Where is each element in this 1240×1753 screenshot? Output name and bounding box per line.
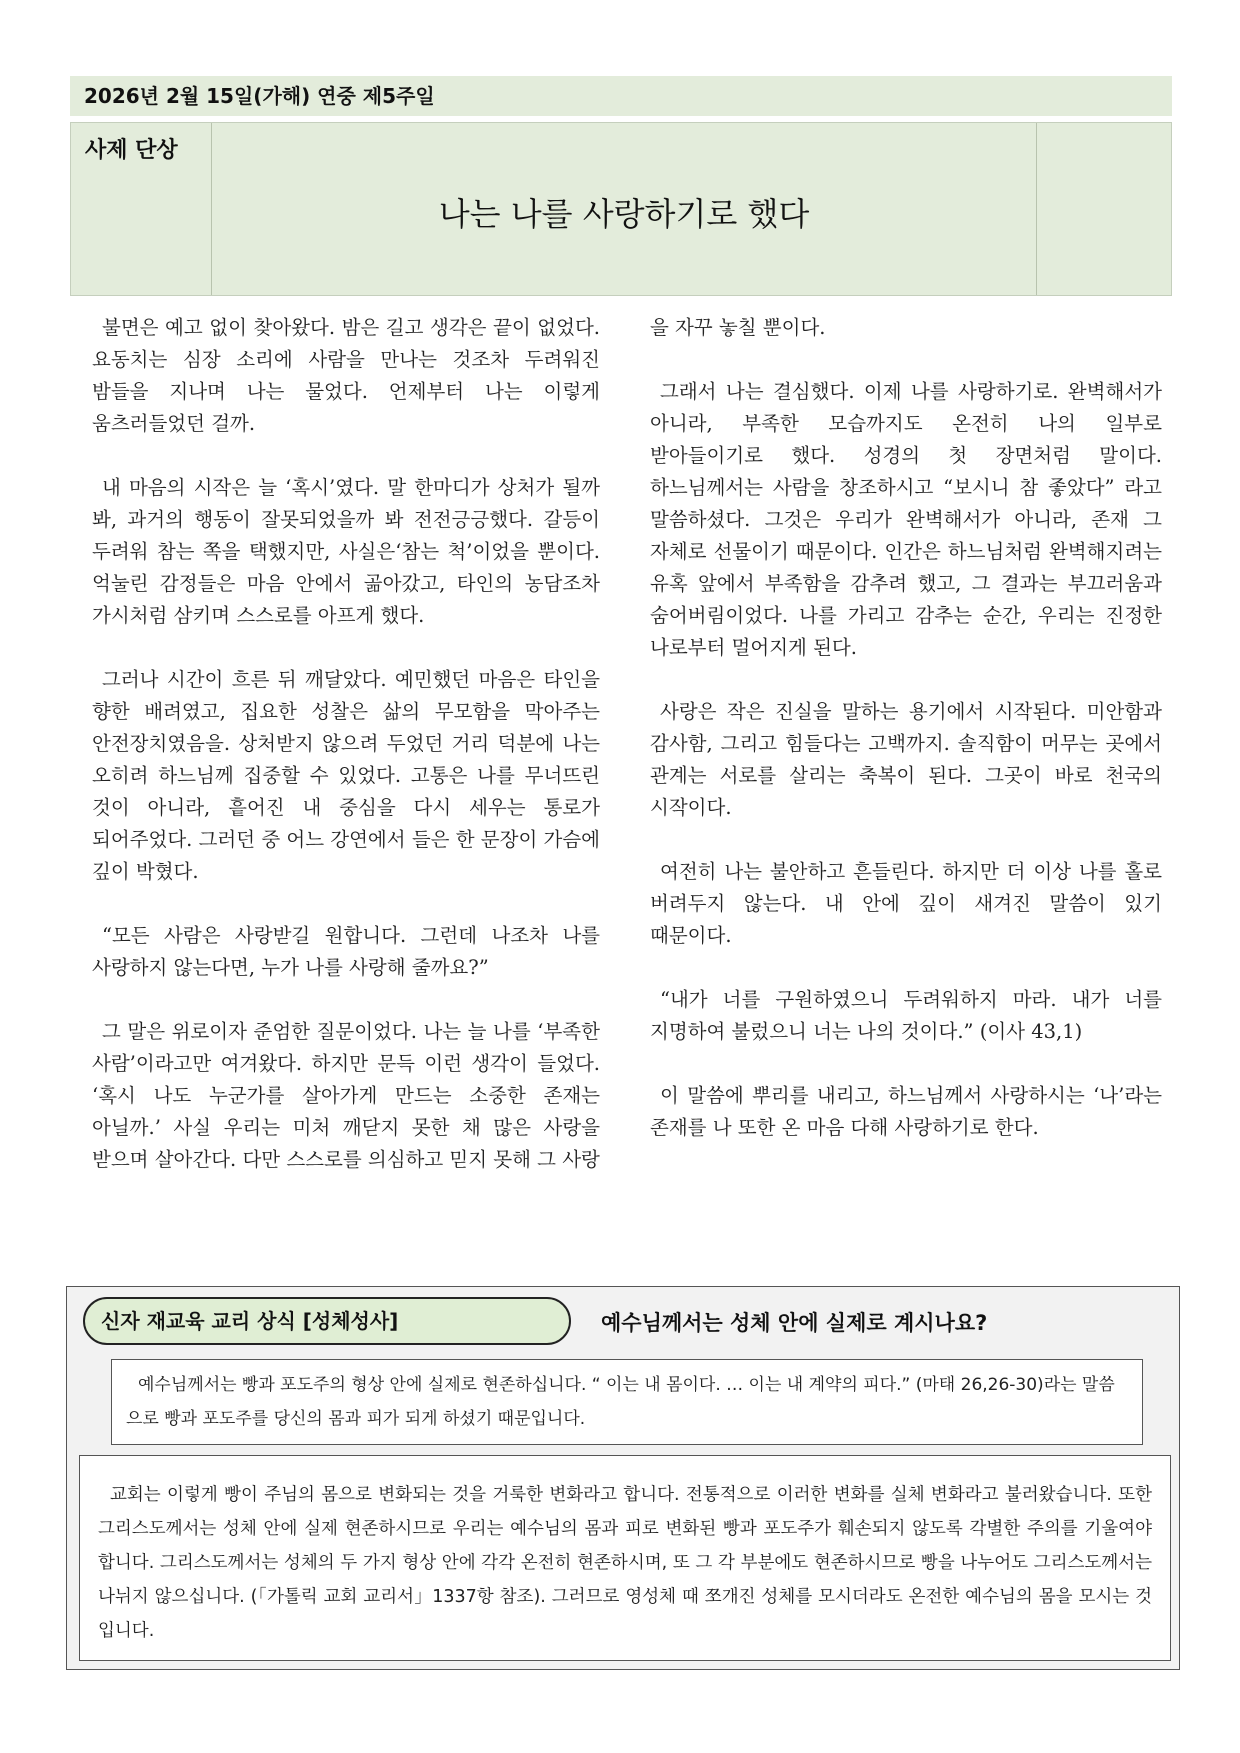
article-quote: “모든 사람은 사랑받길 원합니다. 그런데 나조차 나를 사랑하지 않는다면, 누가 나를 사랑해 줄까요?” <box>92 924 600 979</box>
answer-long-text: 교회는 이렇게 빵이 주님의 몸으로 변화되는 것을 거룩한 변화라고 합니다. 전통적으로 이러한 변화를 실체 변화라고 불러왔습니다. 또한 그리스도께서는 성체 안에 실제 현존하시므로 우리는 예수님의 몸과 피로 변화된 빵과 포도주가 훼손되지 않도록 각별한 주의를 기울여야 합니다. 그리스도께서는 성체의 두 가지 형상 안에 각각 온전히 현존하시며, 또 그 각 부분에도 현존하시므로 빵을 나누어도 그리스도께서는 나뉘지 않으십니다. (「가톨릭 교회 교리서」1337항 참조). 그러므로 영성체 때 쪼개진 성체를 모시더라도 온전한 예수님의 몸을 모시는 것입니다. <box>98 1485 1152 1641</box>
catechism-answer-long <box>79 1455 1171 1661</box>
article-paragraph: 이 말씀에 뿌리를 내리고, 하느님께서 사랑하시는 ‘나’라는 존재를 나 또한 온 마음 다해 사랑하기로 한다. <box>650 1084 1162 1139</box>
article-paragraph: 불면은 예고 없이 찾아왔다. 밤은 길고 생각은 끝이 없었다. 요동치는 심장 소리에 사람을 만나는 것조차 두려워진 밤들을 지나며 나는 물었다. 언제부터 나는 이렇게 움츠러들었던 걸까. <box>92 316 600 435</box>
page-title: 나는 나를 사랑하기로 했다 <box>438 195 810 233</box>
article-paragraph: 사랑은 작은 진실을 말하는 용기에서 시작된다. 미안함과 감사함, 그리고 힘들다는 고백까지. 솔직함이 머무는 곳에서 관계는 서로를 살리는 축복이 된다. 그곳이 바로 천국의 시작이다. <box>650 700 1162 819</box>
catechism-label: 신자 재교육 교리 상식 [성체성사] <box>83 1297 571 1345</box>
article-paragraph: 여전히 나는 불안하고 흔들린다. 하지만 더 이상 나를 홀로 버려두지 않는다. 내 안에 깊이 새겨진 말씀이 있기 때문이다. <box>650 860 1162 947</box>
title-cell <box>211 123 1037 295</box>
article-paragraph: 그러나 시간이 흐른 뒤 깨달았다. 예민했던 마음은 타인을 향한 배려였고, 집요한 성찰은 삶의 무모함을 막아주는 안전장치였음을. 상처받지 않으려 두었던 거리 덕분에 나는 오히려 하느님께 집중할 수 있었다. 고통은 나를 무너뜨린 것이 아니라, 흩어진 내 중심을 다시 세우는 통로가 되어주었다. 그러던 중 어느 강연에서 들은 한 문장이 가슴에 깊이 박혔다. <box>92 668 600 883</box>
article-paragraph: 그래서 나는 결심했다. 이제 나를 사랑하기로. 완벽해서가 아니라, 부족한 모습까지도 온전히 나의 일부로 받아들이기로 했다. 성경의 첫 장면처럼 말이다. 하느님께서는 사람을 창조하시고 “보시니 참 좋았다” 라고 말씀하셨다. 그것은 우리가 완벽해서가 아니라, 존재 그 자체로 선물이기 때문이다. 인간은 하느님처럼 완벽해지려는 유혹 앞에서 부족함을 감추려 했고, 그 결과는 부끄러움과 숨어버림이었다. 나를 가리고 감추는 순간, 우리는 진정한 나로부터 멀어지게 된다. <box>650 380 1162 659</box>
article-paragraph: 그 말은 위로이자 준엄한 질문이었다. 나는 늘 나를 ‘부족한 사람’이라고만 여겨왔다. 하지만 문득 이런 생각이 들었다. ‘혹시 나도 누군가를 살아가게 만드는 소중한 존재는 아닐까.’ 사실 우리는 미처 깨닫지 못한 채 많은 사랑을 받으며 살아간다. 다만 스스로를 의심하고 믿지 못해 그 사랑 <box>92 1020 600 1171</box>
catechism-answer-short <box>111 1359 1143 1445</box>
article-column-left <box>92 312 600 1208</box>
catechism-box <box>66 1286 1180 1670</box>
article-paragraph-continued: 을 자꾸 놓칠 뿐이다. <box>650 316 826 339</box>
date-header: 2026년 2월 15일(가해) 연중 제5주일 <box>70 76 1172 116</box>
scripture-quote: “내가 너를 구원하였으니 두려워하지 마라. 내가 너를 지명하여 불렀으니 너는 나의 것이다.” (이사 43,1) <box>650 988 1162 1043</box>
catechism-question: 예수님께서는 성체 안에 실제로 계시나요? <box>601 1311 988 1335</box>
title-box <box>70 122 1172 296</box>
section-label: 사제 단상 <box>85 138 178 163</box>
article-column-right <box>650 312 1162 1176</box>
article-paragraph: 내 마음의 시작은 늘 ‘혹시’였다. 말 한마디가 상처가 될까 봐, 과거의 행동이 잘못되었을까 봐 전전긍긍했다. 갈등이 두려워 참는 쪽을 택했지만, 사실은‘참는 척’이었을 뿐이다. 억눌린 감정들은 마음 안에서 곪아갔고, 타인의 농담조차 가시처럼 삼키며 스스로를 아프게 했다. <box>92 476 600 627</box>
answer-short-text: 예수님께서는 빵과 포도주의 형상 안에 실제로 현존하십니다. “ 이는 내 몸이다. … 이는 내 계약의 피다.” (마태 26,26-30)라는 말씀으로 빵과 포도주를 당신의 몸과 피가 되게 하셨기 때문입니다. <box>126 1375 1115 1429</box>
